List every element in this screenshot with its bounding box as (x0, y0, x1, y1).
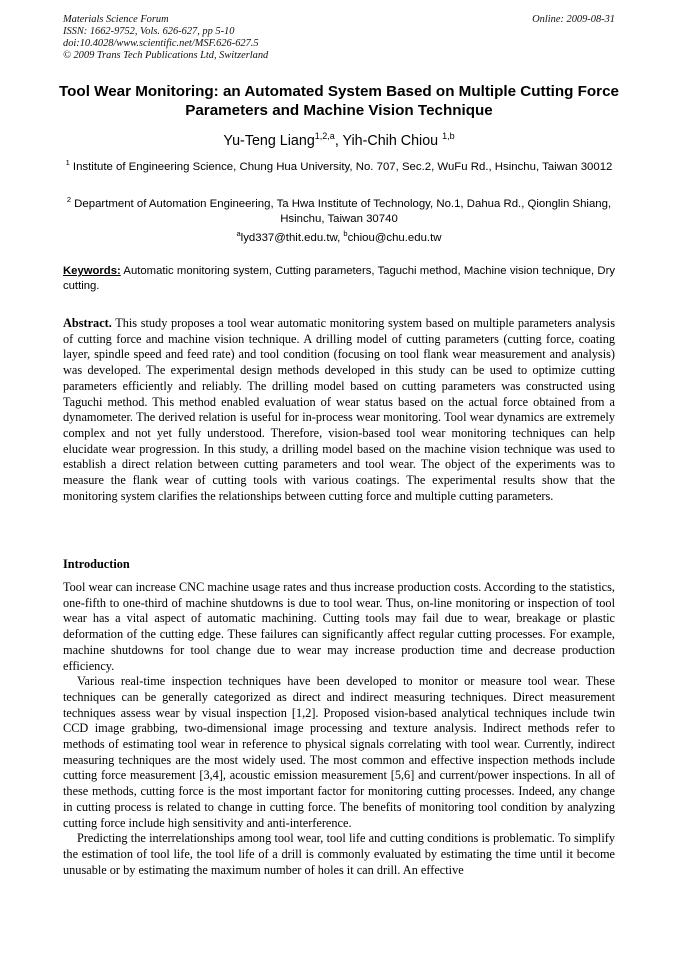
author-name: Yu-Teng Liang (223, 132, 315, 149)
author-superscript: 1,2,a (314, 131, 335, 141)
email-address: lyd337@thit.edu.tw, (240, 231, 344, 244)
paragraph: Predicting the interrelationships among tool wear, tool life and cutting conditions is problematic. To simplify the estimation of tool life, the tool life of a drill is commonly evaluated by estimating the time until it become unusable or by estimating the maximum number of holes it can drill. An effective (63, 831, 615, 877)
affiliation-text: Department of Automation Engineering, Ta Hwa Institute of Technology, No.1, Dahua Rd., Qionglin Shiang, Hsinchu, Taiwan 30740 (71, 197, 612, 226)
keywords-block (63, 264, 615, 294)
abstract-label: Abstract. (63, 316, 112, 330)
publication-header (63, 14, 268, 62)
keywords-text: Automatic monitoring system, Cutting parameters, Taguchi method, Machine vision technique, Dry cutting. (63, 265, 615, 292)
section-heading: Introduction (63, 557, 130, 571)
copyright-line: © 2009 Trans Tech Publications Ltd, Switzerland (63, 50, 269, 61)
abstract-block (63, 316, 615, 504)
journal-name: Materials Science Forum (63, 14, 169, 25)
affiliation-2 (62, 192, 616, 228)
paragraph: Various real-time inspection techniques have been developed to monitor or measure tool wear. These techniques can be generally categorized as direct and indirect measuring techniques. Direct measurement techniques assess wear by visual inspection [1,2]. Proposed vision-based analytical techniques include twin CCD image grabbing, two-dimensional image processing and texture analysis. Indirect methods refer to methods of estimating tool wear in reference to physical signals correlating with tool wear. Currently, indirect measuring techniques are the most widely used. The most common and effective inspection methods include cutting force measurement [3,4], acoustic emission measurement [5,6] and current/power inspections. In all of these methods, cutting force is the most important factor for monitoring cutting processes. Indeed, any change in cutting process is related to change in cutting force. The benefits of monitoring tool condition by analyzing cutting force include high sensitivity and anti-interference. (63, 674, 615, 830)
issn-line: ISSN: 1662-9752, Vols. 626-627, pp 5-10 (63, 26, 235, 37)
doi-line: doi:10.4028/www.scientific.net/MSF.626-627.5 (63, 38, 259, 49)
online-date: Online: 2009-08-31 (532, 14, 615, 25)
email-address: chiou@chu.edu.tw (347, 231, 442, 244)
abstract-text: This study proposes a tool wear automatic monitoring system based on multiple parameters analysis of cutting force and machine vision technique. A drilling model of cutting parameters (cutting force, coating layer, spindle speed and feed rate) and tool condition (focusing on tool flank wear measurement and analysis) was developed. The experimental design methods developed in this study can be used to optimize cutting parameters efficiently and reliably. The drilling model based on cutting parameters was constructed using Taguchi method. This method enabled evaluation of wear status based on the actual force obtained from a dynamometer. The derived relation is useful for in-process wear monitoring. Tool wear dynamics are extremely complex and not yet fully understood. Therefore, vision-based tool wear monitoring techniques can help elucidate wear progression. In this study, a drilling model based on the machine vision technique was used to establish a direct relation between cutting parameters and tool wear. The object of the experiments was to measure the flank wear of cutting tools with various coatings. The experimental results show that the monitoring system clarifies the relationships between cutting force and multiple cutting parameters. (63, 316, 615, 503)
affiliation-marker: 1 (65, 158, 70, 167)
author-name: Yih-Chih Chiou (342, 132, 443, 149)
author-separator: , (334, 132, 343, 149)
introduction-body (63, 580, 615, 878)
author-superscript: 1,b (442, 131, 455, 141)
paper-title: Tool Wear Monitoring: an Automated System Based on Multiple Cutting Force Parameters and Machine Vision Technique (59, 83, 619, 119)
keywords-label: Keywords (63, 265, 117, 277)
keywords-colon: : (117, 265, 121, 277)
email-line (0, 229, 678, 244)
affiliation-text: Institute of Engineering Science, Chung Hua University, No. 707, Sec.2, WuFu Rd., Hsinchu, Taiwan 30012 (69, 160, 613, 173)
email-marker: a (236, 229, 241, 238)
email-marker: b (343, 229, 348, 238)
paragraph: Tool wear can increase CNC machine usage rates and thus increase production costs. According to the statistics, one-fifth to one-third of machine shutdowns is due to tool wear. Thus, on-line monitoring or inspection of tool wear has a vital aspect of automatic machining. Cutting tools may fail due to wear, breakage or plastic deformation of the cutting edge. These failures can significantly affect regular cutting processes. For example, machine shutdowns for tool change due to wear may increase production time and decrease production efficiency. (63, 580, 615, 673)
author-line (0, 131, 678, 149)
affiliation-1 (62, 155, 616, 175)
affiliation-marker: 2 (66, 195, 72, 204)
